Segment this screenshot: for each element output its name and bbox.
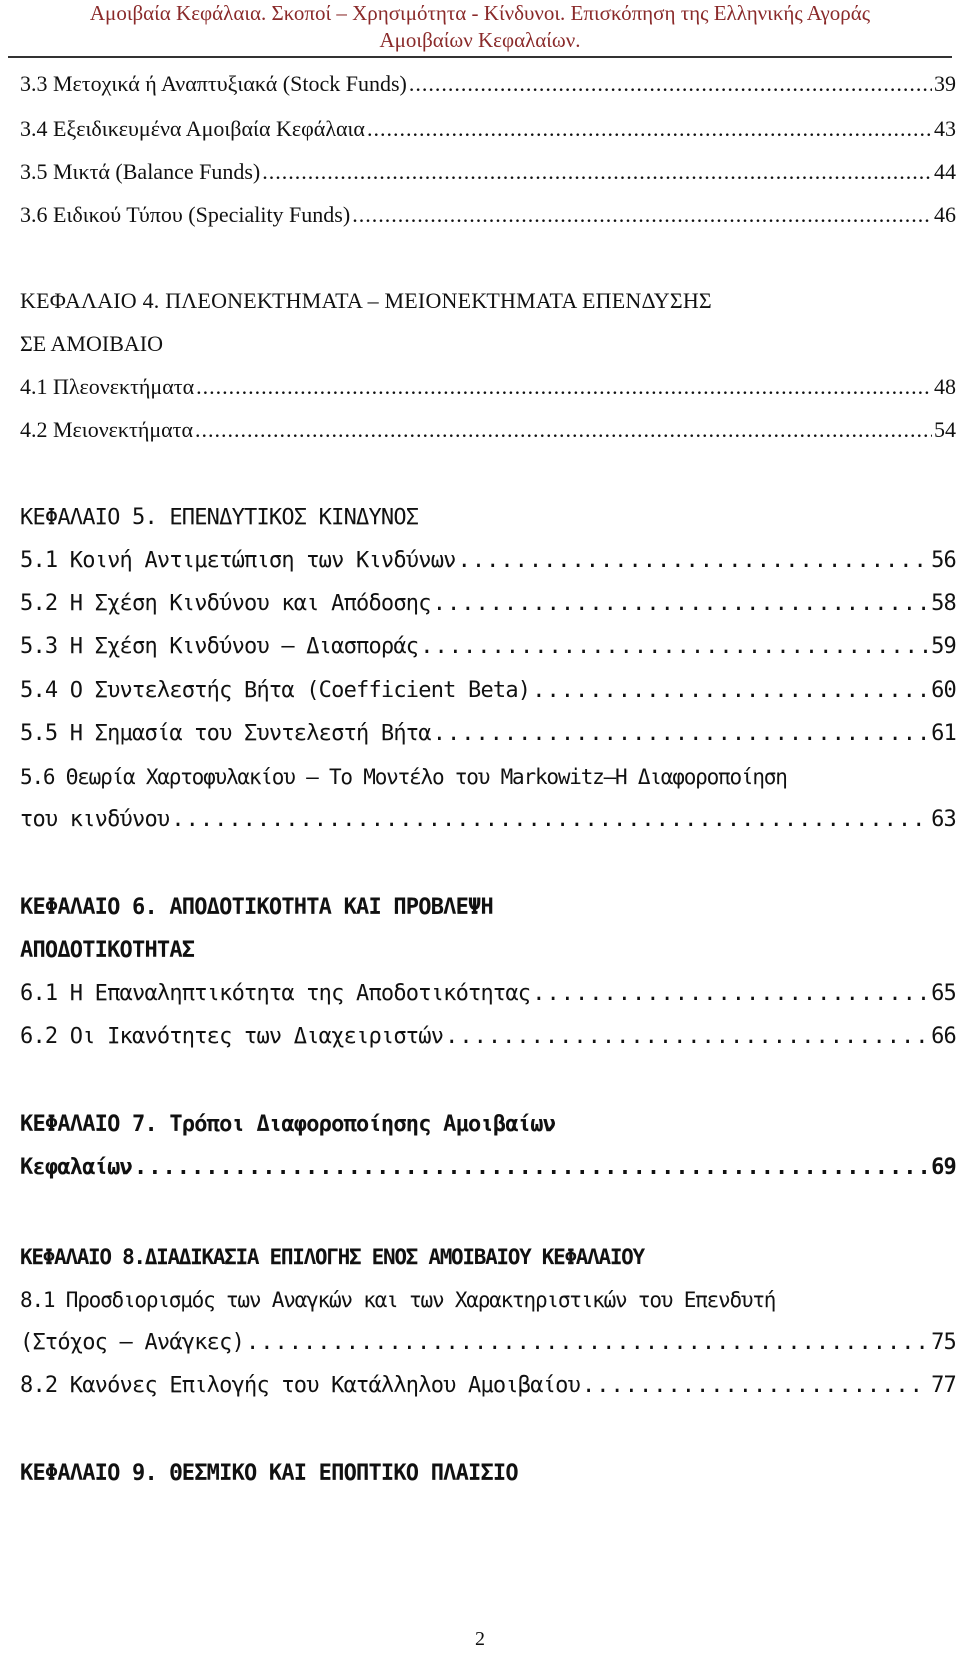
toc-entry-5-4[interactable]: 5.4 Ο Συντελεστής Βήτα (Coefficient Beta) ..... 60 (20, 674, 956, 708)
toc-entry-5-1[interactable]: 5.1 Κοινή Αντιμετώπιση των Κινδύνων ..... 56 (20, 544, 956, 578)
toc-entry-4-2[interactable]: 4.2 Μειονεκτήματα ..... 54 (20, 413, 956, 447)
toc-entry-4-1[interactable]: 4.1 Πλεονεκτήματα ..... 48 (20, 370, 956, 404)
chapter-7-heading-cont[interactable]: Κεφαλαίων ..... 69 (20, 1151, 956, 1185)
toc-entry-5-6[interactable]: 5.6 Θεωρία Χαρτοφυλακίου – Το Μοντέλο του Markowitz–Η Διαφοροποίηση (20, 765, 787, 789)
chapter-6-heading-cont: ΑΠΟΔΟΤΙΚΟΤΗΤΑΣ (20, 938, 195, 963)
toc-entry-6-2[interactable]: 6.2 Οι Ικανότητες των Διαχειριστών ..... 66 (20, 1020, 956, 1054)
chapter-6-heading[interactable]: ΚΕΦΑΛΑΙΟ 6. ΑΠΟΔΟΤΙΚΟΤΗΤΑ ΚΑΙ ΠΡΟΒΛΕΨΗ (20, 895, 493, 920)
header-line-2: Αμοιβαίων Κεφαλαίων. (379, 28, 581, 52)
toc-entry-5-6-cont[interactable]: του κινδύνου ..... 63 (20, 803, 956, 837)
toc-entry-3-4[interactable]: 3.4 Εξειδικευμένα Αμοιβαία Κεφάλαια ..... 43 (20, 112, 956, 146)
chapter-8-heading[interactable]: ΚΕΦΑΛΑΙΟ 8.ΔΙΑΔΙΚΑΣΙΑ ΕΠΙΛΟΓΗΣ ΕΝΟΣ ΑΜΟΙΒΑΙΟΥ ΚΕΦΑΛΑΙΟΥ (20, 1245, 644, 1269)
toc-entry-5-2[interactable]: 5.2 Η Σχέση Κινδύνου και Απόδοσης ..... 58 (20, 587, 956, 621)
toc-entry-5-5[interactable]: 5.5 Η Σημασία του Συντελεστή Βήτα ..... 61 (20, 717, 956, 751)
chapter-9-heading[interactable]: ΚΕΦΑΛΑΙΟ 9. ΘΕΣΜΙΚΟ ΚΑΙ ΕΠΟΠΤΙΚΟ ΠΛΑΙΣΙΟ (20, 1461, 518, 1486)
toc-entry-8-1-cont[interactable]: (Στόχος – Ανάγκες) ..... 75 (20, 1326, 956, 1360)
toc-entry-8-1[interactable]: 8.1 Προσδιορισμός των Αναγκών και των Χαρακτηριστικών του Επενδυτή (20, 1288, 776, 1312)
toc-entry-3-6[interactable]: 3.6 Ειδικού Τύπου (Speciality Funds) ..... 46 (20, 198, 956, 232)
chapter-4-heading[interactable]: ΚΕΦΑΛΑΙΟ 4. ΠΛΕΟΝΕΚΤΗΜΑΤΑ – ΜΕΙΟΝΕΚΤΗΜΑΤΑ ΕΠΕΝΔΥΣΗΣ (20, 288, 712, 313)
page-header (0, 0, 960, 58)
toc-entry-8-2[interactable]: 8.2 Κανόνες Επιλογής του Κατάλληλου Αμοιβαίου ..... 77 (20, 1369, 956, 1403)
chapter-7-heading[interactable]: ΚΕΦΑΛΑΙΟ 7. Τρόποι Διαφοροποίησης Αμοιβαίων (20, 1112, 556, 1137)
toc-entry-3-3[interactable]: 3.3 Μετοχικά ή Αναπτυξιακά (Stock Funds) ..... 39 (20, 67, 956, 101)
header-line-1: Αμοιβαία Κεφάλαια. Σκοποί – Χρησιμότητα - Κίνδυνοι. Επισκόπηση της Ελληνικής Αγοράς (89, 1, 871, 25)
toc-entry-5-3[interactable]: 5.3 Η Σχέση Κινδύνου – Διασποράς ..... 59 (20, 630, 956, 664)
page-number: 2 (475, 1628, 485, 1650)
toc-entry-6-1[interactable]: 6.1 Η Επαναληπτικότητα της Αποδοτικότητας ..... 65 (20, 977, 956, 1011)
chapter-4-heading-cont: ΣΕ ΑΜΟΙΒΑΙΟ (20, 331, 163, 356)
header-divider (8, 56, 952, 58)
chapter-5-heading[interactable]: ΚΕΦΑΛΑΙΟ 5. ΕΠΕΝΔΥΤΙΚΟΣ ΚΙΝΔΥΝΟΣ (20, 505, 419, 530)
toc-entry-3-5[interactable]: 3.5 Μικτά (Balance Funds) ..... 44 (20, 155, 956, 189)
